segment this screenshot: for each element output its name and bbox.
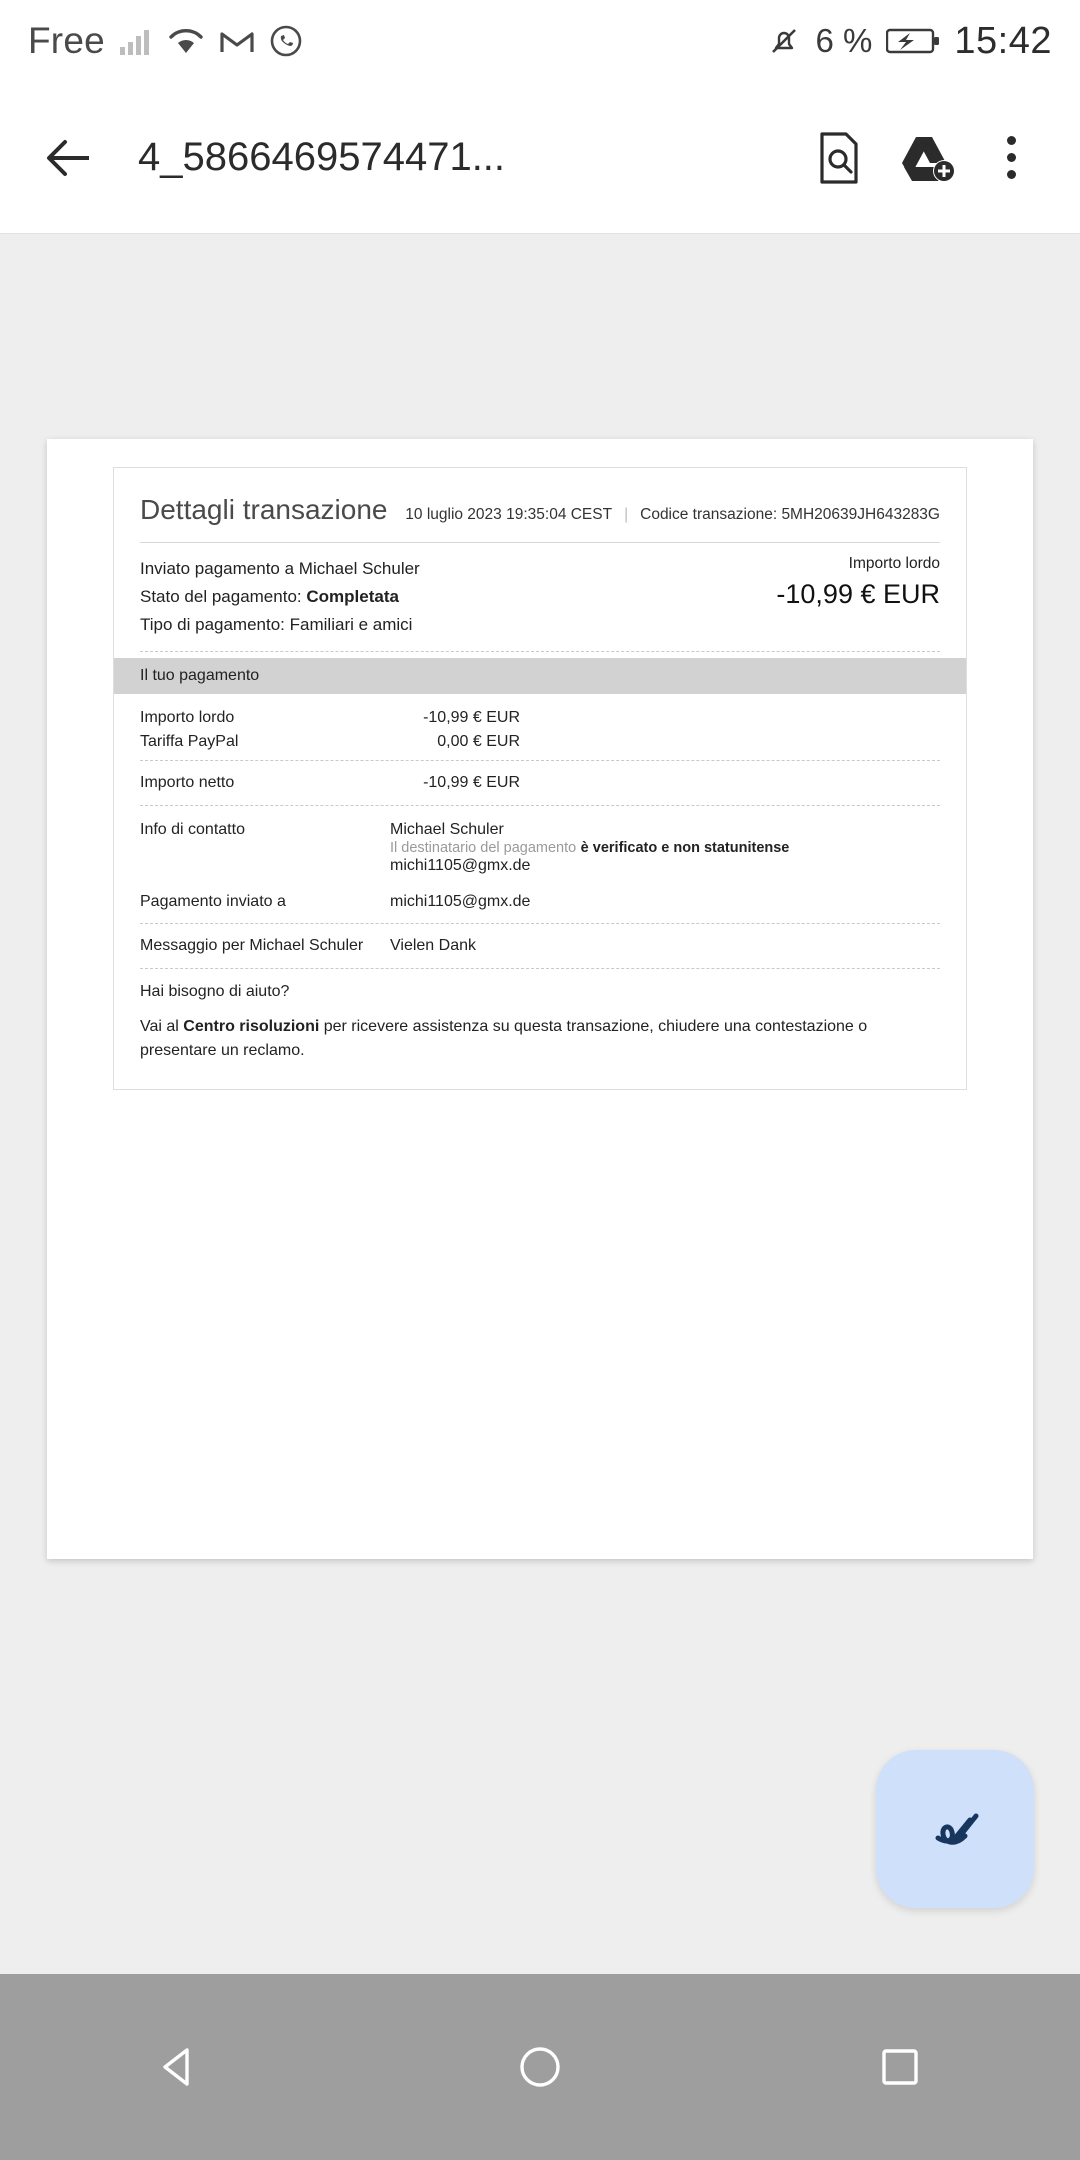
receipt-date: 10 luglio 2023 19:35:04 CEST bbox=[405, 506, 613, 523]
pdf-viewer[interactable] bbox=[0, 234, 1080, 1974]
signature-pen-icon bbox=[918, 1790, 992, 1869]
amount-label: Importo lordo bbox=[140, 709, 235, 727]
sent-to-line: Inviato pagamento a Michael Schuler bbox=[140, 559, 420, 578]
annotate-fab[interactable] bbox=[876, 1750, 1034, 1908]
net-section bbox=[140, 761, 940, 805]
clock-label: 15:42 bbox=[954, 19, 1052, 62]
status-bar-left bbox=[28, 20, 303, 62]
table-row bbox=[140, 771, 940, 795]
amount-value: -10,99 € EUR bbox=[423, 709, 520, 727]
meta-separator: | bbox=[624, 506, 629, 523]
amounts-section bbox=[140, 694, 940, 760]
divider-1 bbox=[140, 651, 940, 652]
contact-verification: Il destinatario del pagamento è verificato e non statunitense bbox=[390, 840, 790, 857]
gross-amount: -10,99 € EUR bbox=[776, 579, 940, 609]
net-value: -10,99 € EUR bbox=[423, 774, 520, 792]
contact-label: Info di contatto bbox=[140, 821, 245, 839]
fee-label: Tariffa PayPal bbox=[140, 733, 239, 751]
bell-slash-icon bbox=[766, 23, 802, 59]
summary-left bbox=[140, 555, 420, 639]
save-to-drive-icon[interactable] bbox=[882, 115, 968, 201]
help-section bbox=[140, 969, 940, 1063]
help-heading: Hai bisogno di aiuto? bbox=[140, 983, 290, 1001]
status-bar bbox=[0, 0, 1080, 82]
kebab-dots bbox=[1007, 136, 1016, 179]
overflow-menu-icon[interactable] bbox=[968, 115, 1054, 201]
page-title: 4_5866469574471... bbox=[138, 135, 506, 179]
summary-right bbox=[776, 555, 940, 610]
nav-home-icon[interactable] bbox=[465, 1992, 615, 2142]
transaction-receipt bbox=[113, 467, 967, 1090]
message-label: Messaggio per Michael Schuler bbox=[140, 937, 364, 955]
wifi-icon bbox=[167, 26, 205, 56]
gross-label: Importo lordo bbox=[848, 555, 940, 572]
contact-section bbox=[140, 806, 940, 890]
back-arrow-icon[interactable] bbox=[26, 115, 112, 201]
payment-sent-row bbox=[140, 890, 940, 923]
contact-details bbox=[390, 821, 789, 875]
contact-row bbox=[140, 818, 940, 878]
receipt-title: Dettagli transazione bbox=[140, 494, 388, 525]
nav-recents-icon[interactable] bbox=[825, 1992, 975, 2142]
message-row bbox=[140, 924, 940, 968]
type-line: Tipo di pagamento: Familiari e amici bbox=[140, 615, 413, 635]
payment-sent-label: Pagamento inviato a bbox=[140, 893, 286, 911]
receipt-header bbox=[140, 494, 940, 542]
resolution-center-link[interactable]: Centro risoluzioni bbox=[183, 1018, 320, 1036]
contact-name: Michael Schuler bbox=[390, 821, 504, 839]
system-nav-bar bbox=[0, 1974, 1080, 2160]
signal-icon bbox=[119, 26, 153, 56]
net-label: Importo netto bbox=[140, 774, 235, 792]
app-bar bbox=[0, 82, 1080, 234]
section-band-your-payment: Il tuo pagamento bbox=[114, 658, 966, 694]
message-value: Vielen Dank bbox=[390, 937, 476, 955]
contact-email: michi1105@gmx.de bbox=[390, 857, 531, 875]
battery-percent-label: 6 % bbox=[815, 22, 873, 59]
carrier-label: Free bbox=[28, 20, 105, 61]
whatsapp-icon bbox=[269, 24, 303, 58]
gmail-icon bbox=[219, 26, 255, 56]
nav-back-icon[interactable] bbox=[105, 1992, 255, 2142]
receipt-meta bbox=[405, 506, 940, 524]
table-row bbox=[140, 706, 940, 730]
status-line: Stato del pagamento: Completata bbox=[140, 587, 399, 607]
pdf-page bbox=[47, 439, 1033, 1559]
fee-value: 0,00 € EUR bbox=[437, 733, 520, 751]
transaction-code: Codice transazione: 5MH20639JH643283G bbox=[640, 506, 940, 523]
summary-section bbox=[140, 543, 940, 651]
table-row bbox=[140, 730, 940, 754]
payment-sent-value: michi1105@gmx.de bbox=[390, 893, 531, 911]
document-search-icon[interactable] bbox=[796, 115, 882, 201]
battery-charging-icon bbox=[886, 27, 940, 55]
status-bar-right bbox=[766, 20, 1052, 63]
help-text: Vai al Centro risoluzioni per ricevere assistenza su questa transazione, chiudere una contestazione o presentare un reclamo. bbox=[140, 1018, 868, 1060]
